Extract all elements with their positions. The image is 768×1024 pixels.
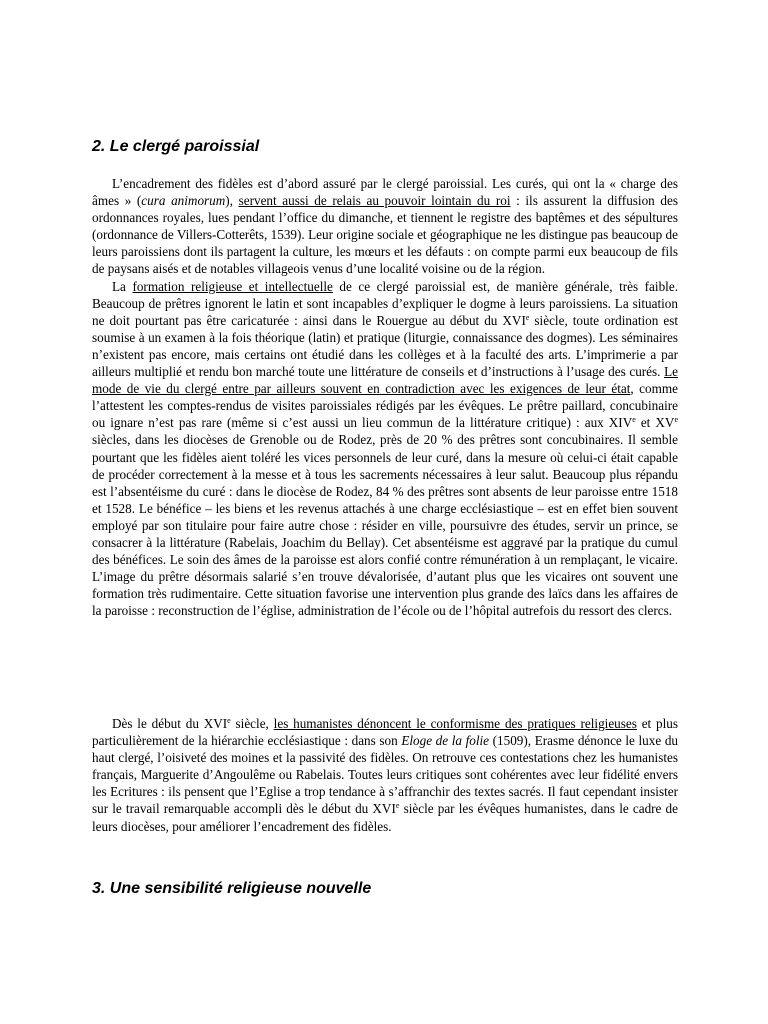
section-heading-sensibilite-religieuse: 3. Une sensibilité religieuse nouvelle [92, 880, 372, 897]
paragraph: Dès le début du XVIe siècle, les humanistes dénoncent le conformisme des pratiques religieuses et plus particulièrement de la hiérarchie ecclésiastique : dans son Eloge de la folie (1509), Erasme dénonce le luxe du haut clergé, l’oisiveté des moines et la passivité des fidèles. On retrouve ces contestations chez les humanistes français, Marguerite d’Angoulême ou Rabelais. Toutes leurs critiques sont cohérentes avec leur fidélité envers les Ecritures : ils pensent que l’Eglise a trop tendance à s’affranchir des textes sacrés. Il faut cependant insister sur le travail remarquable accompli dès le début du XVIe siècle par les évêques humanistes, dans le cadre de leurs diocèses, pour améliorer l’encadrement des fidèles. [92, 716, 679, 834]
section-heading-clerge-paroissial: 2. Le clergé paroissial [92, 138, 260, 155]
paragraph: L’encadrement des fidèles est d’abord assuré par le clergé paroissial. Les curés, qui ont la « charge des âmes » (cura animorum), servent aussi de relais au pouvoir lointain du roi : ils assurent la diffusion des ordonnances royales, lues pendant l’office du dimanche, et tiennent le registre des baptêmes et des sépultures (ordonnance de Villers-Cotterêts, 1539). Leur origine sociale et géographique ne les distingue pas beaucoup de leurs paroissiens dont ils partagent la culture, les mœurs et les défauts : on compte parmi eux beaucoup de fils de paysans aisés et de notables villageois venus d’une localité voisine ou de la région. [92, 176, 678, 277]
section-body [92, 715, 678, 835]
paragraph: La formation religieuse et intellectuelle de ce clergé paroissial est, de manière générale, très faible. Beaucoup de prêtres ignorent le latin et sont incapables d’expliquer le dogme à leurs paroissiens. La situation ne doit pourtant pas être caricaturée : ainsi dans le Rouergue au début du XVIe siècle, toute ordination est soumise à un examen à la fois théorique (latin) et pratique (liturgie, connaissance des dogmes). Les séminaires n’existent pas encore, mais certains ont étudié dans les collèges et à la faculté des arts. L’imprimerie a par ailleurs multiplié et rendu bon marché toute une littérature de conseils et d’instructions à l’usage des curés. Le mode de vie du clergé entre par ailleurs souvent en contradiction avec les exigences de leur état, comme l’attestent les comptes-rendus de visites paroissiales rédigés par les évêques. Le prêtre paillard, concubinaire ou ignare n’est pas rare (même si c’est aussi un lieu commun de la littérature critique) : aux XIVe et XVe siècles, dans les diocèses de Grenoble ou de Rodez, près de 20 % des prêtres sont concubinaires. Il semble pourtant que les fidèles aient toléré les vices personnels de leur curé, dans la mesure où celui-ci était capable de procéder correctement à la messe et à tous les sacrements nécessaires à leur salut. Beaucoup plus répandu est l’absentéisme du curé : dans le diocèse de Rodez, 84 % des prêtres sont absents de leur paroisse entre 1518 et 1528. Le bénéfice – les biens et les revenus attachés à une charge ecclésiastique – est en effet bien souvent employé par son titulaire pour faire autre chose : résider en ville, poursuivre des études, servir un prince, se consacrer à la littérature (Rabelais, Joachim du Bellay). Cet absentéisme est aggravé par la pratique du cumul des bénéfices. Le soin des âmes de la paroisse est alors confié contre rémunération à un remplaçant, le vicaire. L’image du prêtre désormais salarié s’en trouve dévalorisée, d’autant plus que les vicaires ont souvent une formation très rudimentaire. Cette situation favorise une intervention plus grande des laïcs dans les affaires de la paroisse : reconstruction de l’église, administration de l’école ou de l’hôpital autrefois du ressort des clercs. [92, 278, 678, 619]
section-body [92, 175, 678, 619]
